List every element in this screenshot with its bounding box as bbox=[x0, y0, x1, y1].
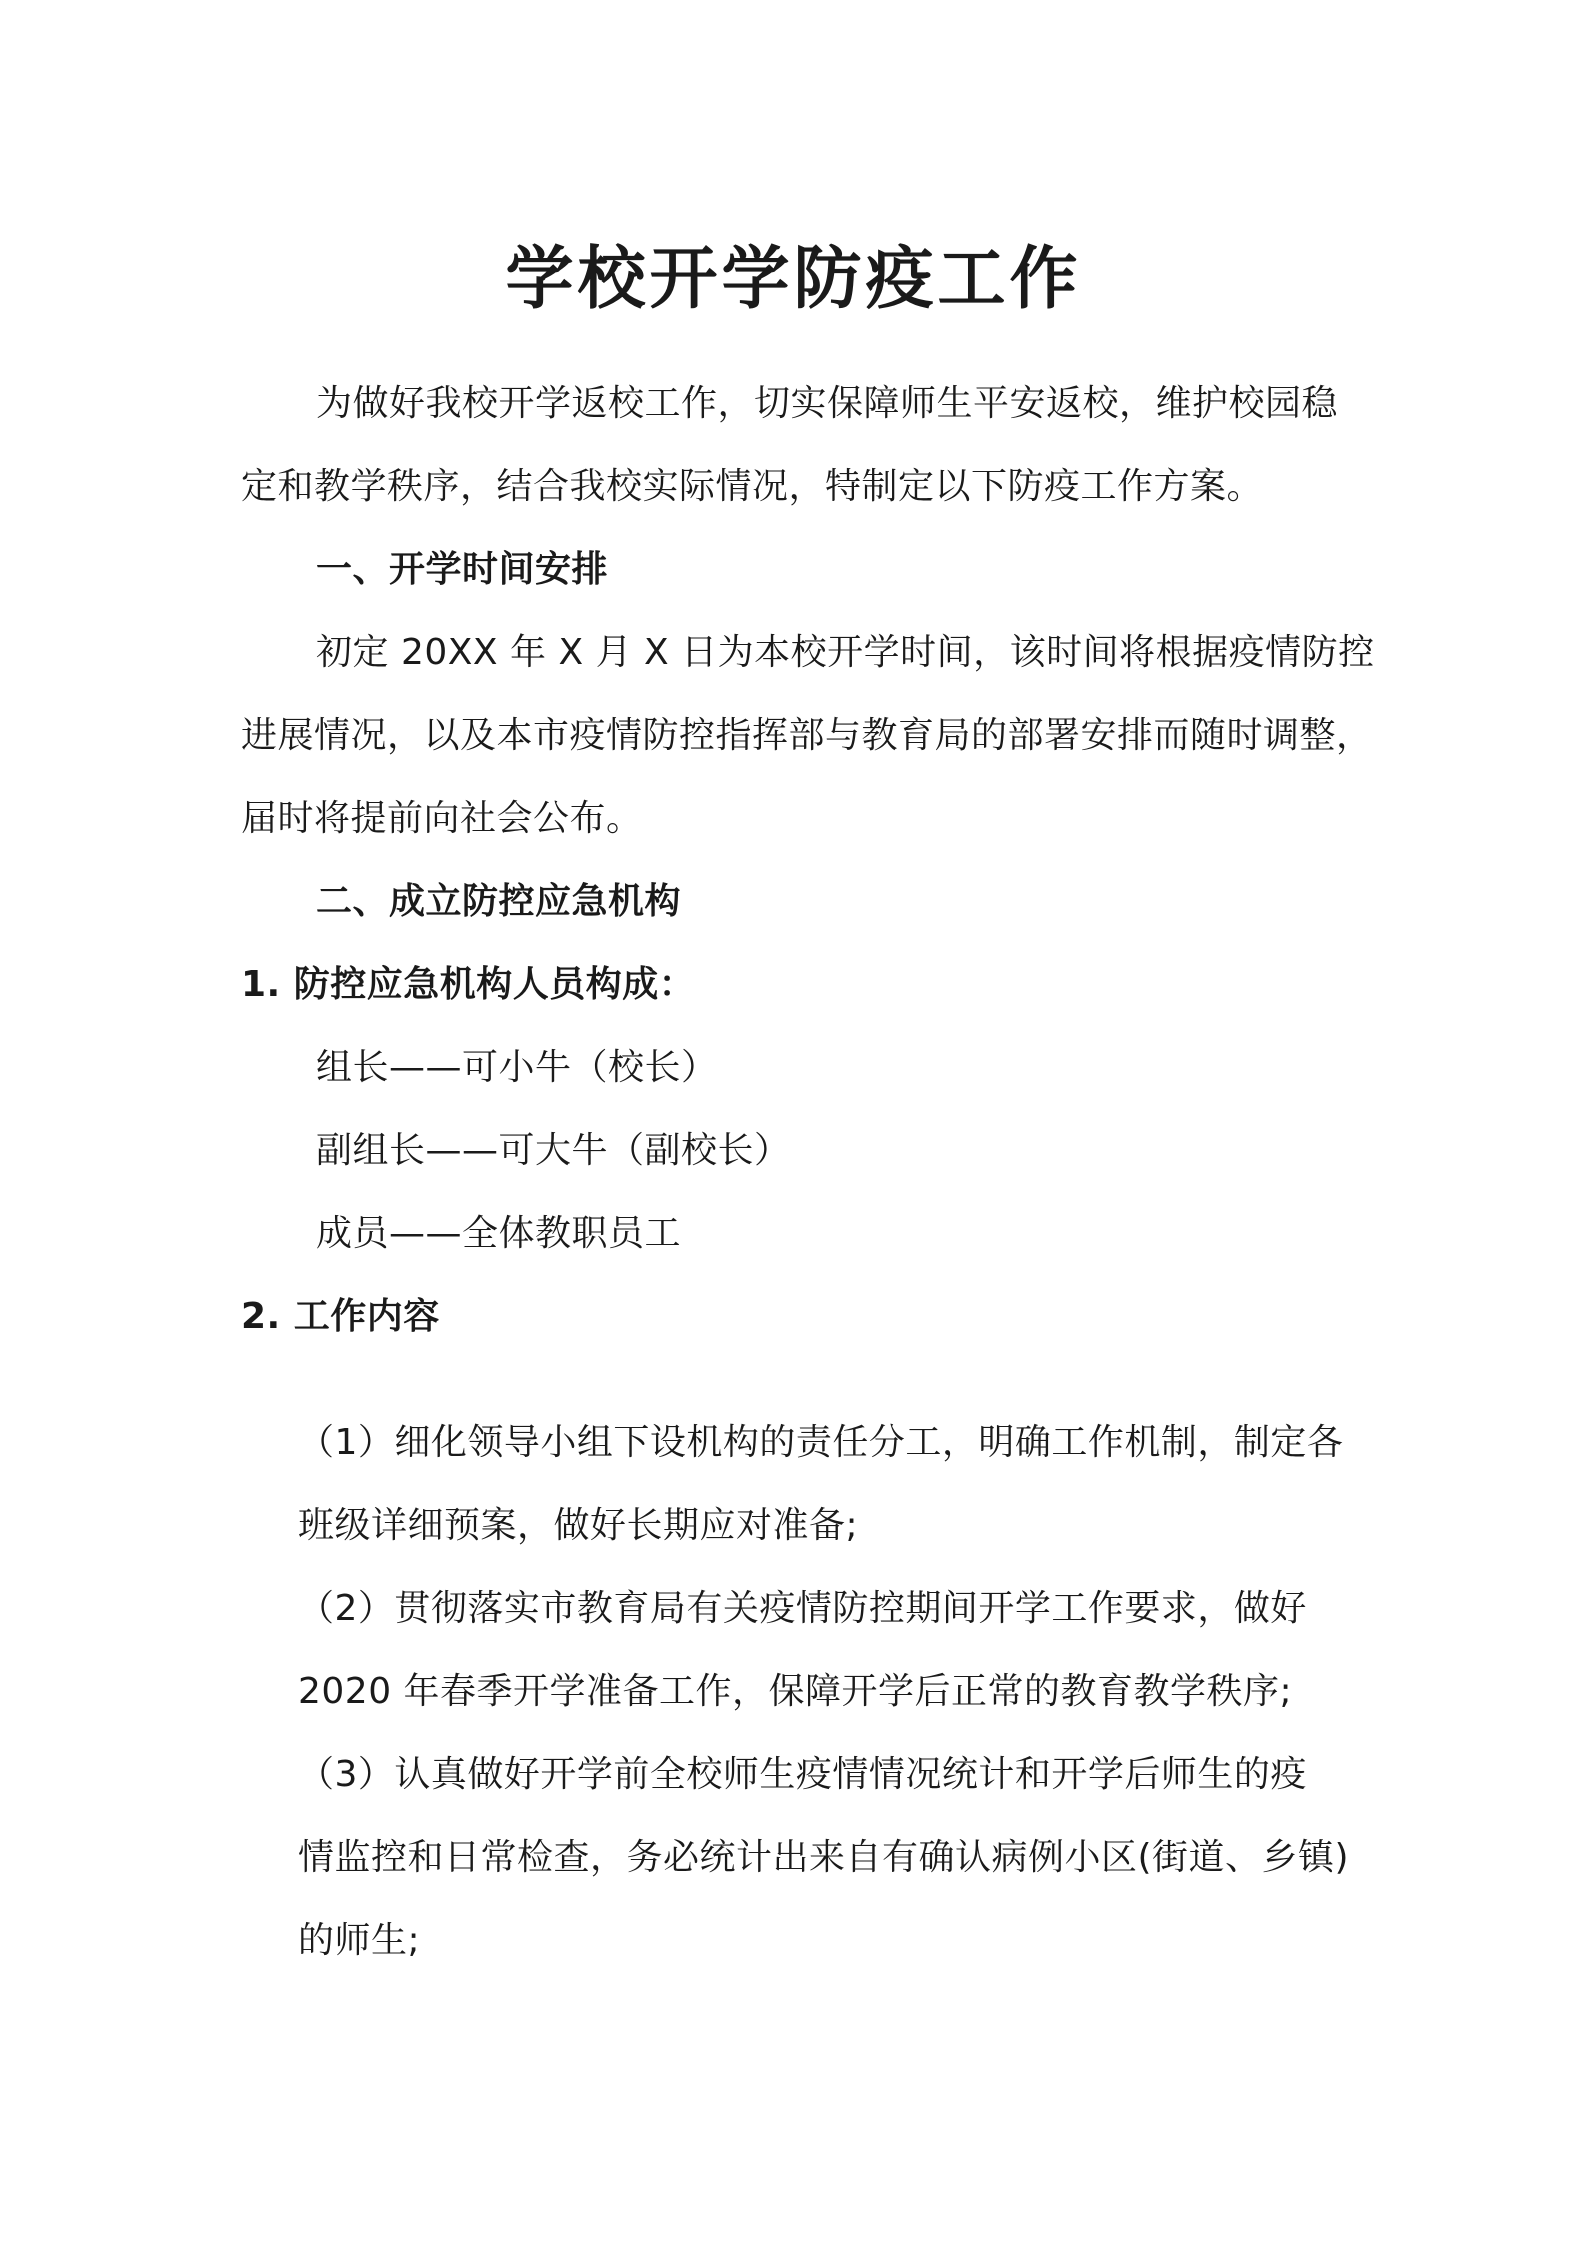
subsection-2-heading: 2. 工作内容 bbox=[241, 1296, 440, 1337]
work-item-2-line-2: 2020 年春季开学准备工作，保障开学后正常的教育教学秩序; bbox=[298, 1671, 1293, 1712]
work-item-3-line-1: （3）认真做好开学前全校师生疫情情况统计和开学后师生的疫 bbox=[298, 1754, 1307, 1795]
section-1-line-3: 届时将提前向社会公布。 bbox=[241, 798, 643, 839]
section-1-line-1: 初定 20XX 年 X 月 X 日为本校开学时间，该时间将根据疫情防控 bbox=[316, 632, 1375, 673]
intro-line-2: 定和教学秩序，结合我校实际情况，特制定以下防疫工作方案。 bbox=[241, 466, 1264, 507]
member-leader: 组长——可小牛（校长） bbox=[316, 1047, 718, 1088]
member-deputy-leader: 副组长——可大牛（副校长） bbox=[316, 1130, 791, 1171]
subsection-1-heading: 1. 防控应急机构人员构成： bbox=[241, 964, 696, 1005]
section-2-heading: 二、成立防控应急机构 bbox=[316, 881, 682, 922]
work-item-2-line-1: （2）贯彻落实市教育局有关疫情防控期间开学工作要求，做好 bbox=[298, 1588, 1307, 1629]
section-1-line-2: 进展情况，以及本市疫情防控指挥部与教育局的部署安排而随时调整， bbox=[241, 715, 1373, 756]
work-item-3-line-3: 的师生; bbox=[298, 1920, 421, 1961]
member-staff: 成员——全体教职员工 bbox=[316, 1213, 682, 1254]
intro-line-1: 为做好我校开学返校工作，切实保障师生平安返校，维护校园稳 bbox=[316, 383, 1339, 424]
work-item-1-line-2: 班级详细预案，做好长期应对准备; bbox=[298, 1505, 859, 1546]
work-item-3-line-2: 情监控和日常检查，务必统计出来自有确认病例小区(街道、乡镇) bbox=[298, 1837, 1350, 1878]
section-1-heading: 一、开学时间安排 bbox=[316, 549, 609, 590]
work-item-1-line-1: （1）细化领导小组下设机构的责任分工，明确工作机制，制定各 bbox=[298, 1422, 1344, 1463]
document-title: 学校开学防疫工作 bbox=[505, 240, 1082, 319]
